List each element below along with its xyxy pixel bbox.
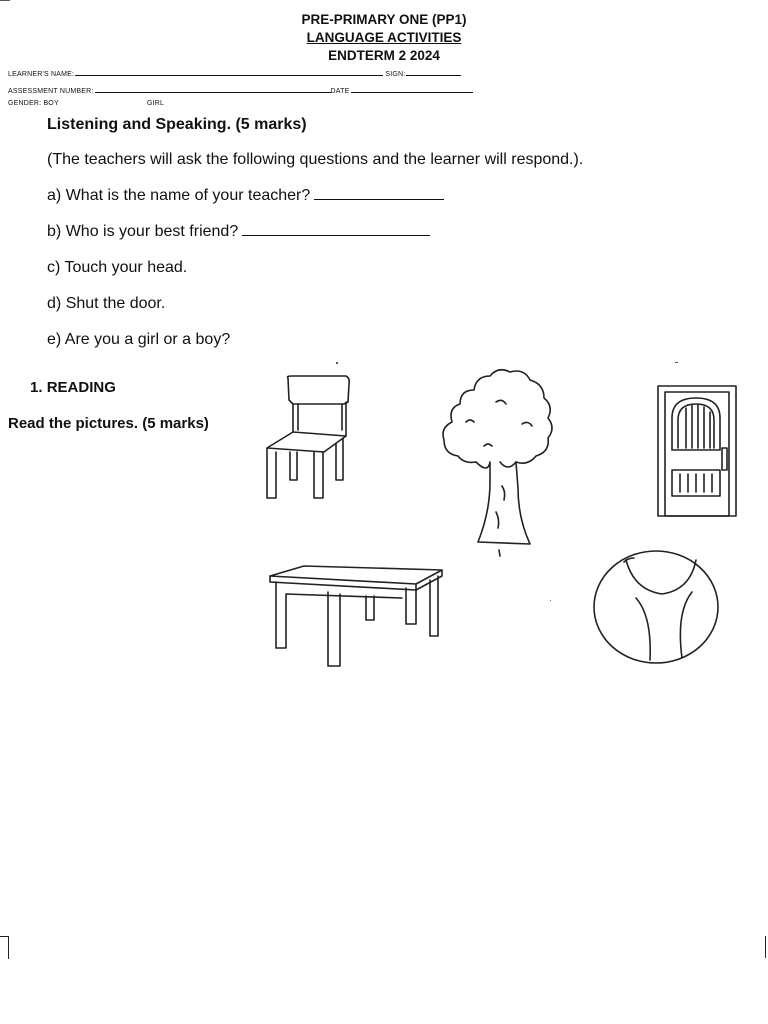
date-blank[interactable] <box>351 86 473 93</box>
learner-name-row <box>8 69 461 78</box>
reading-instruction: Read the pictures. (5 marks) <box>8 415 209 432</box>
answer-blank[interactable] <box>242 223 430 236</box>
sign-blank[interactable] <box>406 69 461 76</box>
question-letter: c) <box>47 259 61 276</box>
question-text: Touch your head. <box>64 259 188 276</box>
date-label: DATE <box>330 88 350 95</box>
girl-label: GIRL <box>147 100 165 107</box>
question-text: Shut the door. <box>65 295 166 312</box>
corner-mark <box>0 0 10 1</box>
reading-title: READING <box>46 379 116 396</box>
door-icon <box>656 382 740 518</box>
question-text: Are you a girl or a boy? <box>64 331 231 348</box>
exam-title: ENDTERM 2 2024 <box>328 48 440 63</box>
question-letter: a) <box>47 187 62 204</box>
assessment-blank[interactable] <box>95 86 331 93</box>
assessment-row <box>8 86 473 95</box>
school-level-title: PRE-PRIMARY ONE (PP1) <box>301 12 467 27</box>
question-letter: d) <box>47 295 62 312</box>
listening-title: Listening and Speaking. (5 marks) <box>47 116 307 133</box>
speck <box>675 362 678 363</box>
question-d <box>47 295 165 313</box>
learner-name-label: LEARNER'S NAME: <box>8 71 75 78</box>
question-text: What is the name of your teacher? <box>65 187 311 204</box>
learner-name-blank[interactable] <box>75 69 383 76</box>
question-e <box>47 331 230 349</box>
question-letter: b) <box>47 223 62 240</box>
tree-icon <box>438 362 558 552</box>
question-letter: e) <box>47 331 62 348</box>
speck <box>550 600 551 601</box>
question-b <box>47 223 430 241</box>
question-text: Who is your best friend? <box>65 223 239 240</box>
question-c <box>47 259 187 277</box>
table-icon <box>266 564 446 670</box>
chair-icon <box>262 372 354 502</box>
answer-blank[interactable] <box>314 187 444 200</box>
corner-mark <box>0 936 9 959</box>
question-a <box>47 187 444 205</box>
assessment-label: ASSESSMENT NUMBER: <box>8 88 94 95</box>
listening-instruction: (The teachers will ask the following questions and the learner will respond.). <box>47 151 584 168</box>
gender-label: GENDER: BOY <box>8 100 59 107</box>
subject-title: LANGUAGE ACTIVITIES <box>306 30 462 45</box>
ball-icon <box>590 546 722 666</box>
sign-label: SIGN: <box>385 71 406 78</box>
reading-number: 1. <box>30 379 43 396</box>
speck <box>336 362 338 364</box>
reading-heading <box>30 379 116 396</box>
